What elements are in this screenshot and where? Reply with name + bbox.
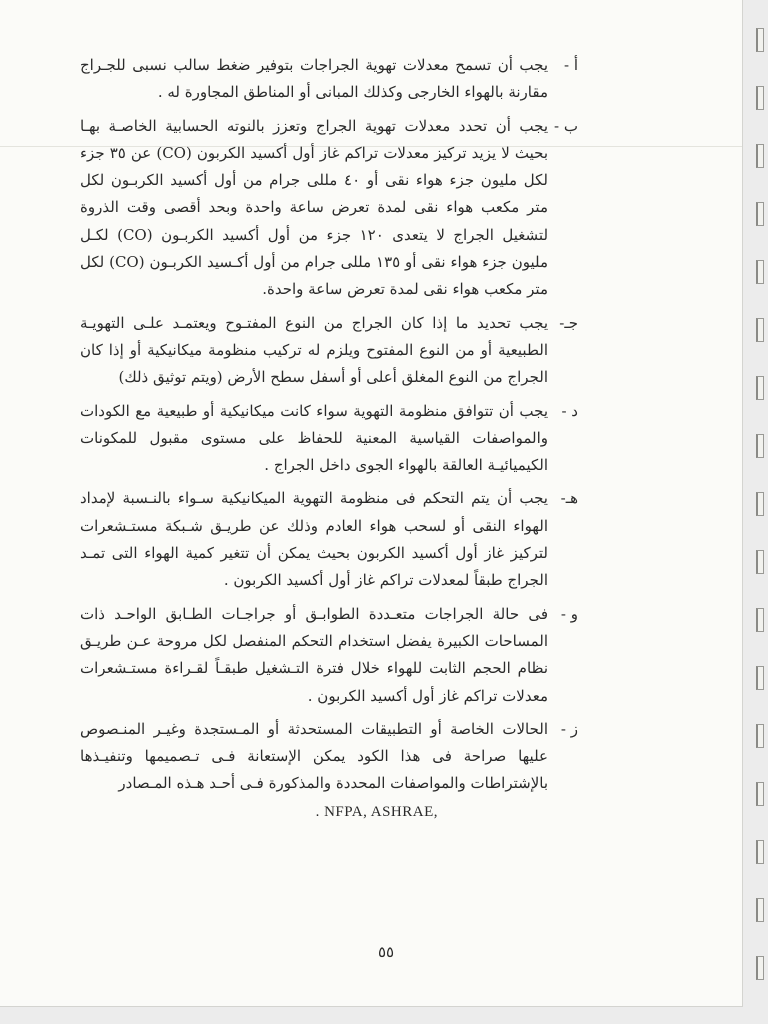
- list-item: [80, 601, 578, 710]
- list-item: [80, 113, 578, 304]
- list-item: [80, 52, 578, 107]
- binder-edge: [744, 0, 764, 1024]
- binder-hole: [756, 86, 764, 110]
- item-label: ب -: [554, 116, 578, 135]
- binder-hole: [756, 550, 764, 574]
- list-item: [80, 398, 578, 480]
- item-text: يجب أن تتوافق منظومة التهوية سواء كانت ميكانيكية أو طبيعية مع الكودات والمواصفات القياسية المعنية للحفاظ على مستوى مقبول للمكونات الكيميائيـة العالقة بالهواء الجوى داخل الجراج .: [80, 401, 548, 475]
- item-text: يجب أن يتم التحكم فى منظومة التهوية الميكانيكية سـواء بالنـسبة لإمداد الهواء النقى أو لسحب هواء العادم وذلك عن طريـق شـبكة مستـشعرات لتركيز غاز أول أكسيد الكربون بحيث يمكن أن تتغير كمية الهواء التى تمـد الجراج طبقاً لمعدلات تراكم غاز أول أكسيد الكربون .: [80, 489, 548, 590]
- item-text: يجب تحديد ما إذا كان الجراج من النوع المفتـوح ويعتمـد علـى التهويـة الطبيعية أو من النوع المفتوح ويلزم له تركيب منظومة ميكانيكية أو إذا كان الجراج من النوع المغلق أعلى أو أسفل سطح الأرض (ويتم توثيق ذلك): [80, 313, 548, 387]
- binder-hole: [756, 28, 764, 52]
- binder-hole: [756, 202, 764, 226]
- binder-hole: [756, 782, 764, 806]
- binder-hole: [756, 608, 764, 632]
- document-body: [80, 52, 578, 830]
- binder-hole: [756, 898, 764, 922]
- binder-hole: [756, 144, 764, 168]
- binder-hole: [756, 376, 764, 400]
- binder-hole: [756, 434, 764, 458]
- binder-hole: [756, 260, 764, 284]
- reference-standards: . NFPA, ASHRAE,: [315, 803, 438, 820]
- item-text: يجب أن تسمح معدلات تهوية الجراجات بتوفير ضغط سالب نسبى للجـراج مقارنة بالهواء الخارجى وكذلك المبانى أو المناطق المجاورة له .: [80, 56, 548, 102]
- item-text: يجب أن تحدد معدلات تهوية الجراج وتعزز بالنوته الحسابية الخاصـة بهـا بحيث لا يزيد تركيز معدلات تراكم غاز أول أكسيد الكربون (CO) عن ٣٥ جزء لكل مليون جزء هواء نقى أو ٤٠ مللى جرام من أول أكسيد الكربـون لكل متر مكعب هواء نقى لمدة تعرض ساعة واحدة وبحد أقصى وقت الذروة لتشغيل الجراج لا يتعدى ١٢٠ جزء من أول أكسيد الكربـون (CO) لكـل مليون جزء هواء نقى أو ١٣٥ مللى جرام من أول أكـسيد الكربـون (CO) لكل متر مكعب هواء نقى لمدة تعرض ساعة واحدة.: [80, 116, 549, 299]
- list-item: [80, 716, 578, 824]
- page-number: ٥٥: [377, 943, 395, 961]
- item-label: ز -: [560, 719, 578, 738]
- item-label: و -: [560, 604, 578, 623]
- binder-hole: [756, 318, 764, 342]
- binder-hole: [756, 724, 764, 748]
- list-item: [80, 310, 578, 392]
- item-label: د -: [561, 401, 578, 420]
- binder-hole: [756, 840, 764, 864]
- item-text: فى حالة الجراجات متعـددة الطوابـق أو جراجـات الطـابق الواحـد ذات المساحات الكبيرة يفضل استخدام التحكم المنفصل لكل مروحة عـن طريـق نظام الحجم الثابت للهواء خلال فترة التـشغيل طبقـاً لقـراءة مستـشعرات معدلات تراكم غاز أول أكسيد الكربون .: [80, 604, 548, 705]
- item-label: هـ-: [560, 489, 578, 508]
- binder-hole: [756, 956, 764, 980]
- item-label: أ -: [563, 56, 578, 74]
- binder-hole: [756, 492, 764, 516]
- item-text: الحالات الخاصة أو التطبيقات المستحدثة أو المـستجدة وغيـر المنـصوص عليها صراحة فى هذا الكود يمكن الإستعانة فـى تـصميمها وتنفيـذها بالإشتراطات والمواصفات المحددة والمذكورة فـى أحـد هـذه المـصادر: [80, 719, 548, 793]
- binder-hole: [756, 666, 764, 690]
- item-label: جـ-: [559, 313, 578, 332]
- list-item: [80, 485, 578, 594]
